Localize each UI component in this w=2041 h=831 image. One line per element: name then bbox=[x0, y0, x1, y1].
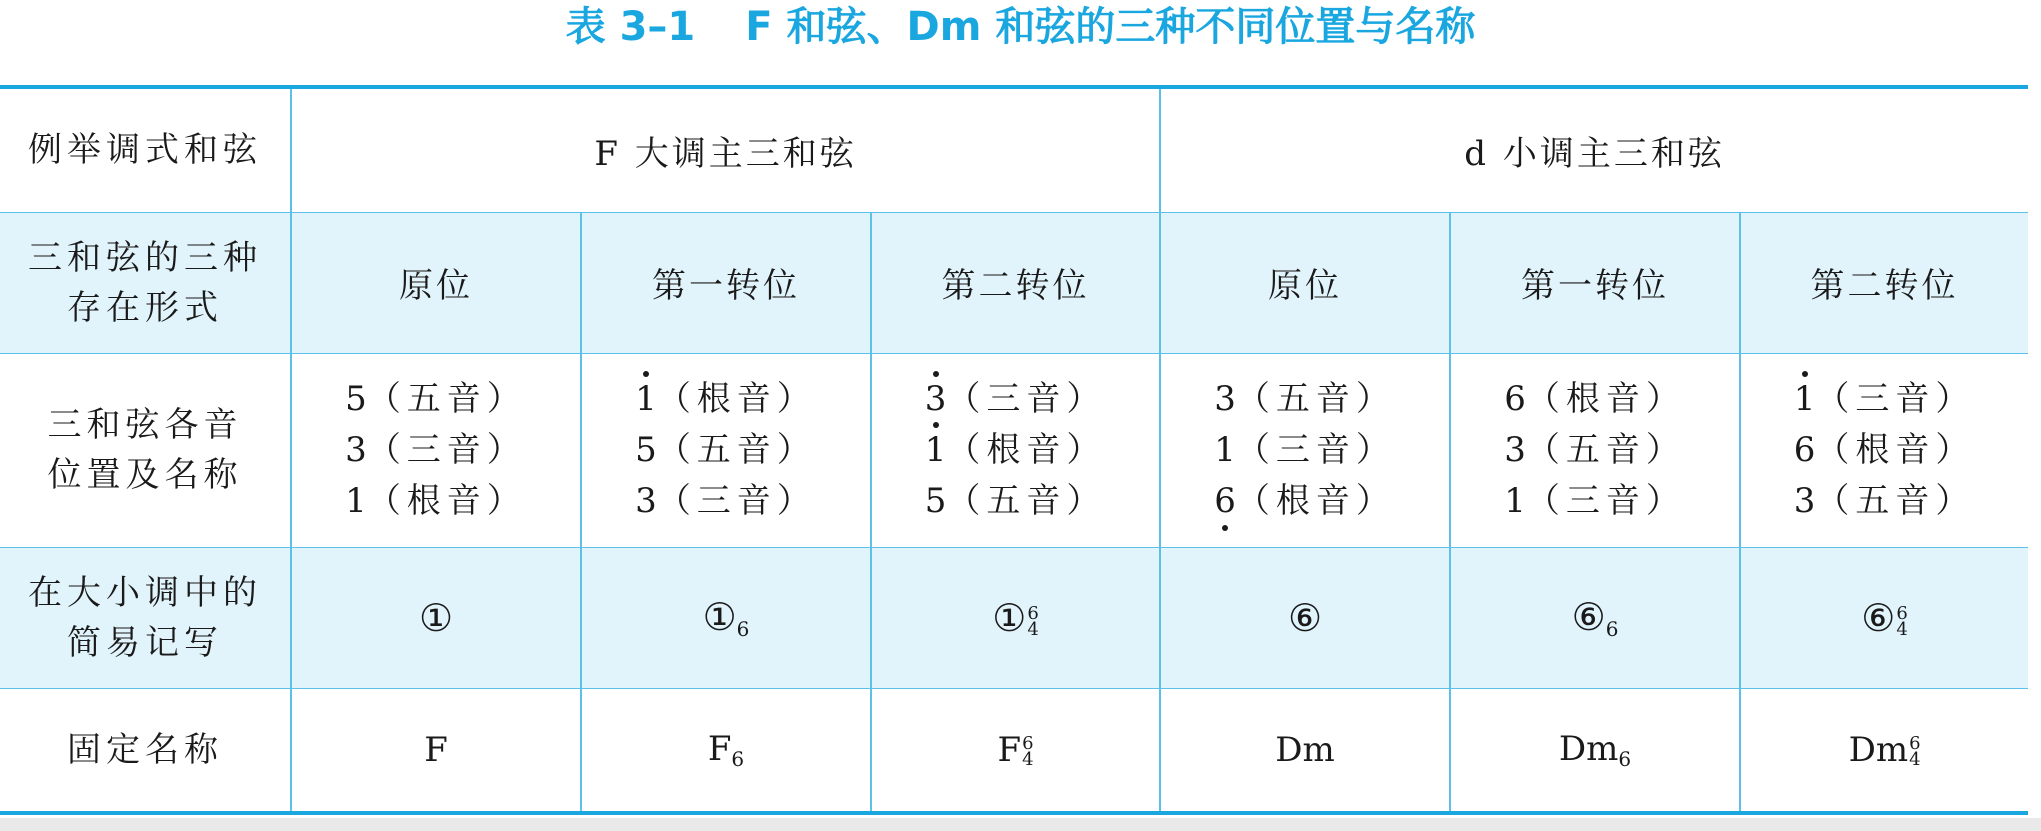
figure-sub: 6 bbox=[1618, 746, 1632, 771]
figure-sup: 6 bbox=[1909, 732, 1921, 754]
note-role: （五音） bbox=[1525, 429, 1686, 470]
note-line bbox=[1794, 374, 1976, 425]
note-degree: 1 bbox=[345, 480, 367, 521]
note-degree: 3 bbox=[345, 429, 367, 470]
octave-dot-icon bbox=[1222, 525, 1228, 531]
figure-sub: 6 bbox=[731, 746, 745, 771]
simple-cell bbox=[291, 547, 581, 688]
form-cell: 第二转位 bbox=[1740, 212, 2028, 353]
notes-cell bbox=[581, 353, 871, 547]
note-degree: 5 bbox=[924, 480, 947, 521]
note-role: （根音） bbox=[656, 378, 817, 419]
note-line bbox=[345, 425, 527, 476]
note-line bbox=[925, 374, 1107, 425]
note-role: （根音） bbox=[1525, 378, 1686, 419]
header-row bbox=[0, 87, 2028, 212]
note-line bbox=[1214, 425, 1396, 476]
simple-cell bbox=[1450, 547, 1740, 688]
fixed-cell bbox=[1160, 688, 1450, 813]
simple-symbol: ① bbox=[992, 595, 1027, 640]
inversion-figures bbox=[1027, 602, 1039, 640]
note-degree: 1 bbox=[1504, 480, 1526, 521]
notes-cell bbox=[1160, 353, 1450, 547]
group-header-d-minor: d 小调主三和弦 bbox=[1160, 87, 2028, 212]
note-role: （三音） bbox=[366, 429, 527, 470]
simple-cell bbox=[871, 547, 1160, 688]
note-role: （根音） bbox=[946, 429, 1107, 470]
simple-symbol: ① bbox=[418, 595, 454, 640]
note-role: （三音） bbox=[656, 480, 817, 521]
fixed-cell bbox=[1450, 688, 1740, 813]
note-role: （三音） bbox=[1525, 480, 1686, 521]
page-footer-band bbox=[0, 818, 2041, 831]
simple-symbol: ⑥ bbox=[1571, 594, 1606, 639]
simple-cell bbox=[1740, 547, 2028, 688]
note-line bbox=[635, 374, 817, 425]
note-list bbox=[925, 374, 1107, 527]
fixed-symbol: F bbox=[997, 729, 1022, 770]
note-line bbox=[1214, 476, 1396, 527]
simple-cell bbox=[1160, 547, 1450, 688]
note-degree: 5 bbox=[345, 378, 367, 419]
note-degree: 3 bbox=[1504, 429, 1526, 470]
figure-sup: 6 bbox=[1896, 602, 1908, 624]
note-degree: 1 bbox=[1794, 374, 1816, 425]
note-role: （三音） bbox=[1235, 429, 1396, 470]
form-cell: 第一转位 bbox=[581, 212, 871, 353]
note-role: （五音） bbox=[946, 480, 1107, 521]
notes-cell bbox=[871, 353, 1160, 547]
form-cell: 原位 bbox=[291, 212, 581, 353]
note-line bbox=[635, 425, 817, 476]
note-degree: 1 bbox=[925, 425, 947, 476]
fixed-symbol: Dm bbox=[1848, 729, 1909, 770]
figure-sup: 6 bbox=[1022, 732, 1034, 754]
note-role: （根音） bbox=[366, 480, 527, 521]
octave-dot-icon bbox=[933, 371, 939, 377]
simple-row bbox=[0, 547, 2028, 688]
form-cell: 第二转位 bbox=[871, 212, 1160, 353]
fixed-row bbox=[0, 688, 2028, 813]
note-line bbox=[345, 374, 527, 425]
figure-sub: 6 bbox=[1605, 616, 1619, 641]
note-line bbox=[925, 425, 1107, 476]
note-list bbox=[1214, 374, 1396, 527]
note-degree: 6 bbox=[1214, 476, 1236, 527]
notes-cell bbox=[291, 353, 581, 547]
note-degree: 6 bbox=[1793, 429, 1816, 470]
simple-symbol: ⑥ bbox=[1861, 595, 1896, 640]
octave-dot-icon bbox=[643, 371, 649, 377]
notes-row bbox=[0, 353, 2028, 547]
note-degree: 3 bbox=[925, 374, 947, 425]
note-role: （五音） bbox=[1235, 378, 1396, 419]
figure-sub: 4 bbox=[1027, 618, 1039, 640]
note-line bbox=[345, 476, 527, 527]
note-line bbox=[1794, 476, 1976, 527]
note-list bbox=[345, 374, 527, 527]
inversion-figures bbox=[1022, 732, 1034, 770]
figure-sub: 4 bbox=[1909, 748, 1921, 770]
table-caption bbox=[0, 0, 2041, 60]
fixed-cell bbox=[1740, 688, 2028, 813]
row-label-forms: 三和弦的三种 存在形式 bbox=[0, 212, 291, 353]
note-role: （三音） bbox=[946, 378, 1107, 419]
notes-cell bbox=[1450, 353, 1740, 547]
note-degree: 6 bbox=[1504, 378, 1526, 419]
forms-row bbox=[0, 212, 2028, 353]
form-cell: 第一转位 bbox=[1450, 212, 1740, 353]
fixed-symbol: Dm bbox=[1558, 728, 1619, 769]
fixed-symbol: F bbox=[707, 728, 732, 769]
chord-table bbox=[0, 85, 2028, 815]
note-degree: 3 bbox=[1214, 378, 1236, 419]
note-degree: 1 bbox=[1214, 429, 1236, 470]
simple-symbol: ① bbox=[702, 594, 737, 639]
row-label-notes: 三和弦各音 位置及名称 bbox=[0, 353, 291, 547]
octave-dot-icon bbox=[933, 422, 939, 428]
note-line bbox=[1214, 374, 1396, 425]
figure-sub: 4 bbox=[1896, 618, 1908, 640]
figure-sub: 6 bbox=[736, 616, 750, 641]
fixed-cell bbox=[291, 688, 581, 813]
note-line bbox=[925, 476, 1107, 527]
note-degree: 1 bbox=[635, 374, 657, 425]
row-label-example: 例举调式和弦 bbox=[0, 87, 291, 212]
figure-sub: 4 bbox=[1022, 748, 1034, 770]
note-list bbox=[635, 374, 817, 527]
note-role: （五音） bbox=[656, 429, 817, 470]
note-line bbox=[1504, 476, 1686, 527]
inversion-figures bbox=[1909, 732, 1921, 770]
note-line bbox=[1504, 425, 1686, 476]
table-number: 表 3–1 bbox=[565, 4, 696, 50]
note-role: （根音） bbox=[1815, 429, 1976, 470]
notes-cell bbox=[1740, 353, 2028, 547]
simple-cell bbox=[581, 547, 871, 688]
note-list bbox=[1794, 374, 1976, 527]
note-degree: 3 bbox=[635, 480, 657, 521]
note-degree: 3 bbox=[1793, 480, 1816, 521]
row-label-simple: 在大小调中的 简易记写 bbox=[0, 547, 291, 688]
note-line bbox=[1504, 374, 1686, 425]
fixed-cell bbox=[871, 688, 1160, 813]
octave-dot-icon bbox=[1802, 371, 1808, 377]
row-label-fixed: 固定名称 bbox=[0, 688, 291, 813]
table-title: F 和弦、Dm 和弦的三种不同位置与名称 bbox=[745, 4, 1476, 50]
figure-sup: 6 bbox=[1027, 602, 1039, 624]
note-line bbox=[1794, 425, 1976, 476]
note-role: （五音） bbox=[1815, 480, 1976, 521]
inversion-figures bbox=[1896, 602, 1908, 640]
group-header-f-major: F 大调主三和弦 bbox=[291, 87, 1160, 212]
note-role: （五音） bbox=[366, 378, 527, 419]
note-role: （根音） bbox=[1235, 480, 1396, 521]
note-role: （三音） bbox=[1815, 378, 1976, 419]
note-degree: 5 bbox=[635, 429, 657, 470]
note-list bbox=[1504, 374, 1686, 527]
fixed-symbol: F bbox=[424, 729, 448, 770]
fixed-cell bbox=[581, 688, 871, 813]
fixed-symbol: Dm bbox=[1275, 729, 1335, 770]
simple-symbol: ⑥ bbox=[1287, 595, 1323, 640]
note-line bbox=[635, 476, 817, 527]
form-cell: 原位 bbox=[1160, 212, 1450, 353]
